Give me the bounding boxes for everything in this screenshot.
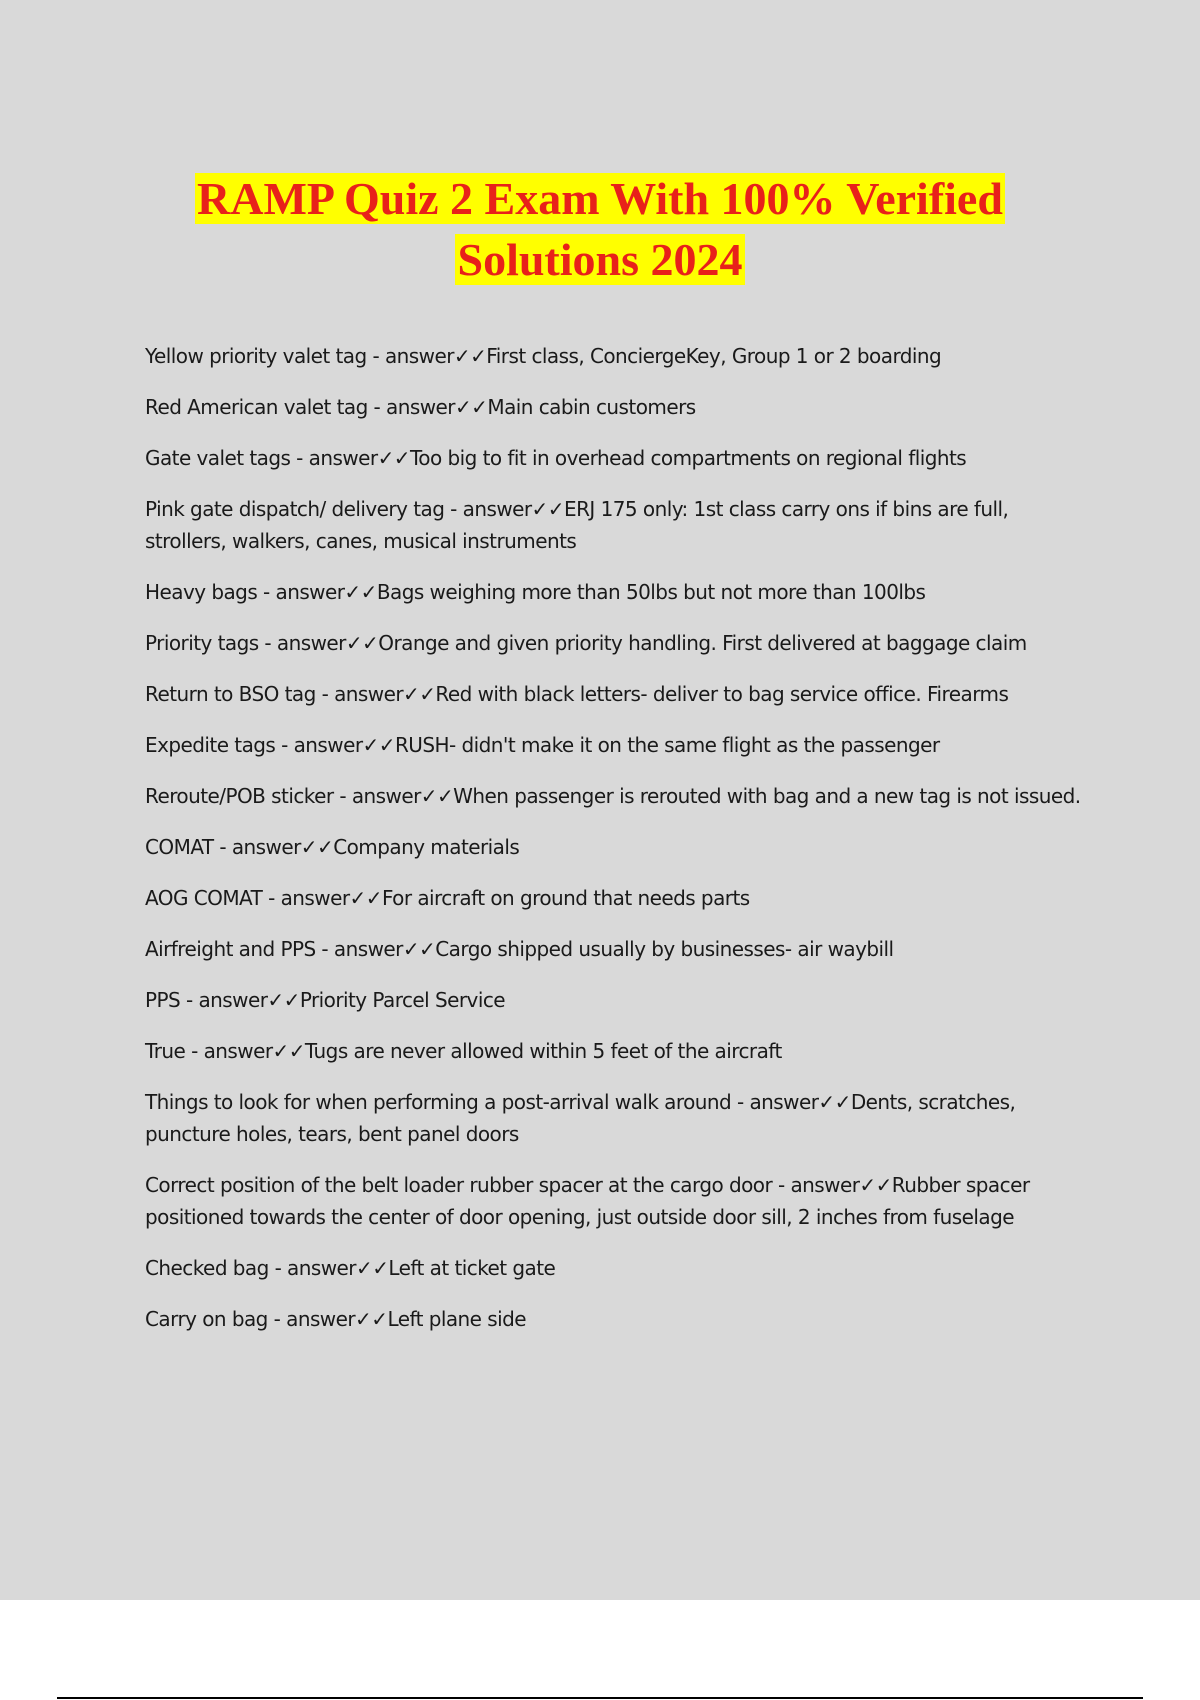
answer-marker: - answer✓✓ [185, 1039, 305, 1063]
question-text: Pink gate dispatch/ delivery tag [145, 497, 445, 521]
answer-marker: - answer✓✓ [257, 580, 377, 604]
qa-list [145, 340, 1085, 1354]
answer-text: Rubber spacer positioned towards the center of door opening, just outside door sill, 2 inches from fuselage [145, 1173, 1030, 1229]
title-line-2: Solutions 2024 [457, 234, 743, 285]
qa-item [145, 1086, 1085, 1150]
answer-text: Company materials [333, 835, 520, 859]
answer-marker: - answer✓✓ [333, 784, 454, 808]
question-text: Priority tags [145, 631, 259, 655]
question-text: COMAT [145, 835, 214, 859]
answer-marker: - answer✓✓ [444, 497, 564, 521]
qa-item [145, 882, 1085, 914]
answer-text: Priority Parcel Service [299, 988, 506, 1012]
question-text: Reroute/POB sticker [145, 784, 334, 808]
qa-item [145, 1303, 1085, 1335]
question-text: True [145, 1039, 186, 1063]
qa-item [145, 831, 1085, 863]
answer-text: Dents, scratches, puncture holes, tears, bent panel doors [145, 1090, 1016, 1146]
qa-item [145, 442, 1085, 474]
answer-marker: - answer✓✓ [367, 395, 488, 419]
answer-text: Tugs are never allowed within 5 feet of the aircraft [304, 1039, 782, 1063]
qa-item [145, 1169, 1085, 1233]
question-text: Red American valet tag [145, 395, 368, 419]
question-text: Correct position of the belt loader rubber spacer at the cargo door [145, 1173, 773, 1197]
question-text: Expedite tags [145, 733, 276, 757]
qa-item [145, 729, 1085, 761]
answer-text: Too big to fit in overhead compartments on regional flights [410, 446, 967, 470]
qa-item [145, 933, 1085, 965]
qa-item [145, 576, 1085, 608]
answer-marker: - answer✓✓ [731, 1090, 851, 1114]
answer-marker: - answer✓✓ [366, 344, 487, 368]
question-text: Gate valet tags [145, 446, 291, 470]
qa-item [145, 984, 1085, 1016]
answer-text: Red with black letters- deliver to bag service office. Firearms [435, 682, 1009, 706]
answer-text: ERJ 175 only: 1st class carry ons if bins are full, strollers, walkers, canes, musical instruments [145, 497, 1009, 553]
answer-text: When passenger is rerouted with bag and a new tag is not issued. [453, 784, 1081, 808]
question-text: PPS [145, 988, 181, 1012]
answer-text: Orange and given priority handling. First delivered at baggage claim [378, 631, 1027, 655]
question-text: AOG COMAT [145, 886, 263, 910]
question-text: Yellow priority valet tag [145, 344, 367, 368]
qa-item [145, 627, 1085, 659]
page-title [0, 168, 1200, 290]
answer-marker: - answer✓✓ [268, 1256, 389, 1280]
qa-item [145, 1035, 1085, 1067]
qa-item [145, 391, 1085, 423]
qa-item [145, 780, 1085, 812]
footer-divider [57, 1697, 1143, 1699]
answer-marker: - answer✓✓ [213, 835, 334, 859]
answer-marker: - answer✓✓ [180, 988, 300, 1012]
answer-text: Bags weighing more than 50lbs but not more than 100lbs [376, 580, 926, 604]
answer-marker: - answer✓✓ [258, 631, 379, 655]
answer-text: Left plane side [387, 1307, 527, 1331]
answer-text: Main cabin customers [487, 395, 696, 419]
answer-text: First class, ConciergeKey, Group 1 or 2 boarding [486, 344, 942, 368]
question-text: Carry on bag [145, 1307, 268, 1331]
answer-marker: - answer✓✓ [262, 886, 382, 910]
answer-marker: - answer✓✓ [772, 1173, 892, 1197]
question-text: Heavy bags [145, 580, 258, 604]
answer-marker: - answer✓✓ [267, 1307, 388, 1331]
answer-marker: - answer✓✓ [315, 682, 436, 706]
question-text: Checked bag [145, 1256, 269, 1280]
answer-text: RUSH- didn't make it on the same flight as the passenger [394, 733, 940, 757]
qa-item [145, 493, 1085, 557]
question-text: Things to look for when performing a post-arrival walk around [145, 1090, 732, 1114]
question-text: Return to BSO tag [145, 682, 316, 706]
qa-item [145, 678, 1085, 710]
answer-text: For aircraft on ground that needs parts [381, 886, 750, 910]
qa-item [145, 340, 1085, 372]
qa-item [145, 1252, 1085, 1284]
answer-text: Cargo shipped usually by businesses- air waybill [435, 937, 894, 961]
title-line-1: RAMP Quiz 2 Exam With 100% Verified [197, 173, 1003, 224]
answer-marker: - answer✓✓ [275, 733, 395, 757]
answer-text: Left at ticket gate [388, 1256, 556, 1280]
question-text: Airfreight and PPS [145, 937, 316, 961]
answer-marker: - answer✓✓ [290, 446, 411, 470]
answer-marker: - answer✓✓ [315, 937, 436, 961]
